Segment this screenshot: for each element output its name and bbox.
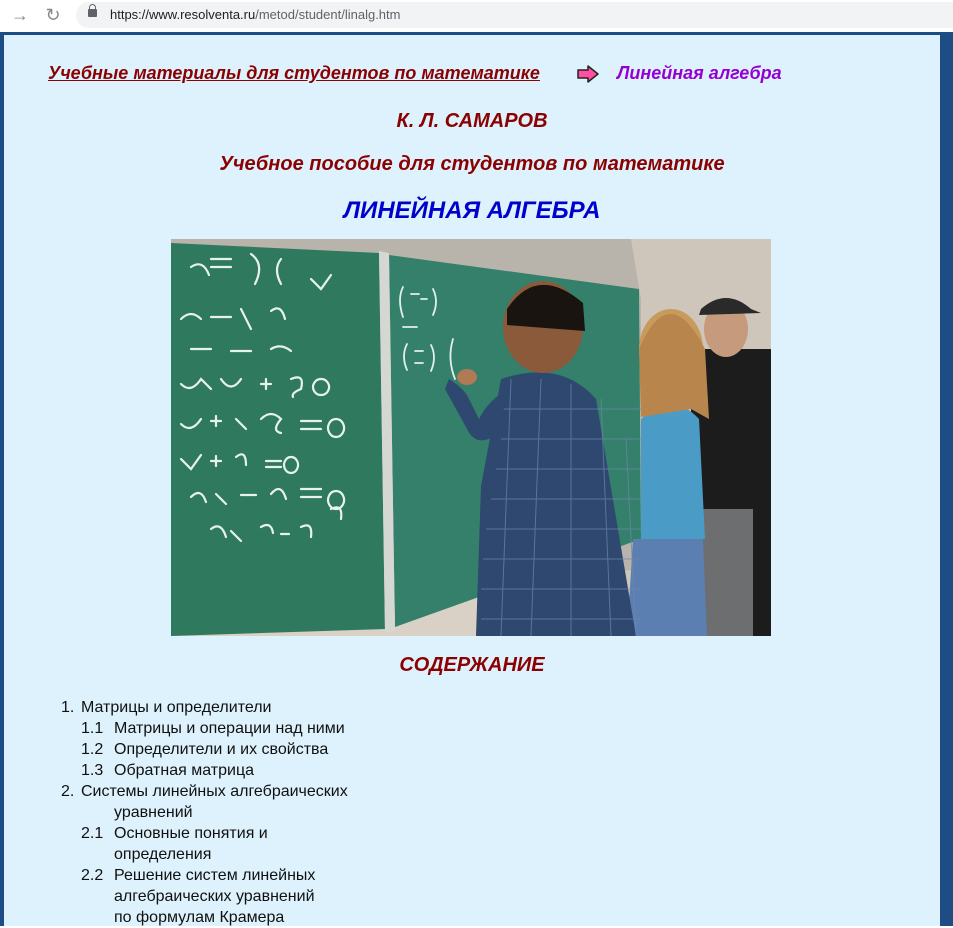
breadcrumb-current: Линейная алгебра xyxy=(617,63,782,83)
toc-item-2-2[interactable] xyxy=(81,865,316,926)
address-bar[interactable] xyxy=(76,2,953,28)
book-subtitle: Учебное пособие для студентов по математике xyxy=(219,153,725,175)
url-host: https://www.resolventa.ru xyxy=(110,7,256,22)
toc-item-label[interactable]: Матрицы и определители xyxy=(81,699,272,716)
page-content xyxy=(4,35,940,926)
browser-toolbar xyxy=(0,0,953,30)
toc-item-number: 1.3 xyxy=(81,762,104,779)
page-frame-right xyxy=(940,34,953,926)
toc-item-2[interactable] xyxy=(61,781,348,821)
toc-item-1-3[interactable] xyxy=(81,760,254,781)
toc-item-label[interactable]: Обратная матрица xyxy=(114,762,254,779)
right-arrow-icon xyxy=(577,65,599,83)
toc-item-1-2[interactable] xyxy=(81,739,329,760)
toc-item-label[interactable]: Системы линейных алгебраических xyxy=(81,783,348,800)
author-name: К. Л. САМАРОВ xyxy=(396,110,548,132)
toc-item-1-1[interactable] xyxy=(81,718,345,739)
classroom-photo xyxy=(171,239,771,636)
forward-arrow-icon[interactable]: → xyxy=(11,5,29,25)
page-title: ЛИНЕЙНАЯ АЛГЕБРА xyxy=(343,197,601,224)
breadcrumb-link-student-materials[interactable]: Учебные материалы для студентов по математике xyxy=(48,63,540,83)
toc-item-number: 2.1 xyxy=(81,825,104,842)
toc-item-label[interactable]: Матрицы и операции над ними xyxy=(114,720,345,737)
reload-icon[interactable]: ↻ xyxy=(45,5,61,25)
toc-item-label[interactable]: Основные понятия и xyxy=(114,825,268,842)
toc-item-label-cont[interactable]: уравнений xyxy=(114,804,193,821)
toc-item-number: 1.2 xyxy=(81,741,104,758)
url-text[interactable] xyxy=(110,7,400,22)
lock-icon xyxy=(88,9,97,17)
toc-item-label[interactable]: Определители и их свойства xyxy=(114,741,329,758)
toc-item-label-cont[interactable]: определения xyxy=(114,846,212,863)
toc-item-label-cont[interactable]: алгебраических уравнений xyxy=(114,888,315,905)
toc-item-number: 1.1 xyxy=(81,720,104,737)
toc-item-1[interactable] xyxy=(61,697,272,718)
url-path: /metod/student/linalg.htm xyxy=(255,7,401,22)
toc-item-label[interactable]: Решение систем линейных xyxy=(114,867,316,884)
toc-item-number: 2. xyxy=(61,783,75,800)
toc-title: СОДЕРЖАНИЕ xyxy=(399,654,545,676)
toc-item-number: 2.2 xyxy=(81,867,104,884)
toc-item-2-1[interactable] xyxy=(81,823,268,863)
toc-item-label-cont[interactable]: по формулам Крамера xyxy=(114,909,285,926)
toc-item-number: 1. xyxy=(61,699,75,716)
